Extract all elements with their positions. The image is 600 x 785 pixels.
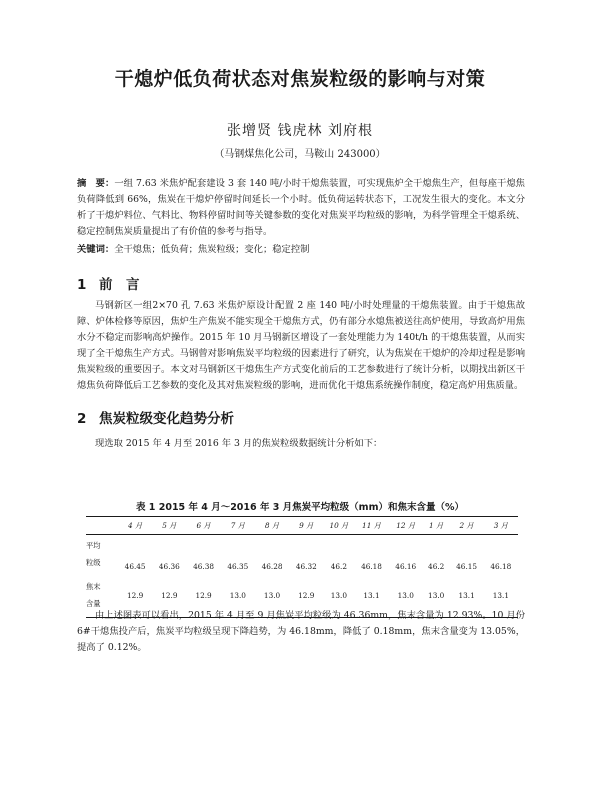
month-header: 11 月 bbox=[354, 517, 388, 535]
table-cell: 46.18 bbox=[490, 562, 512, 571]
month-header: 10 月 bbox=[323, 517, 354, 535]
table-cell: 13.0 bbox=[323, 573, 354, 618]
coke-size-table bbox=[86, 516, 518, 618]
abstract bbox=[77, 176, 525, 240]
month-header: 2 月 bbox=[449, 517, 483, 535]
table-cell: 46.45 bbox=[124, 562, 146, 571]
row-label-line: 含量 bbox=[86, 599, 101, 608]
section-1-number: 1 bbox=[77, 277, 87, 293]
section-1-heading bbox=[77, 273, 140, 293]
table-cell: 12.9 bbox=[152, 573, 186, 618]
table-cell: 13.0 bbox=[221, 573, 255, 618]
month-header: 5 月 bbox=[152, 517, 186, 535]
table-cell: 13.1 bbox=[354, 573, 388, 618]
row-label-line: 粒级 bbox=[86, 558, 101, 567]
table-cell: 46.15 bbox=[456, 562, 478, 571]
month-header: 4 月 bbox=[118, 517, 152, 535]
table-cell: 46.18 bbox=[361, 562, 382, 571]
month-header: 8 月 bbox=[255, 517, 289, 535]
month-header: 3 月 bbox=[484, 517, 518, 535]
abstract-text: 一组 7.63 米焦炉配套建设 3 套 140 吨/小时干熄焦装置，可实现焦炉全干熄焦生产，但每座干熄焦负荷降低到 66%，焦炭在干熄炉停留时间延长一个小时。低负荷运转状态下，工况发生很大的变化。本文分析了干熄炉料位、气料比、物料停留时间等关键参数的变化对焦炭平均粒级的影响，为科学管理全干熄系统、稳定控制焦炭质量提出了有价值的参考与指导。 bbox=[77, 178, 525, 237]
table-cell: 46.16 bbox=[395, 562, 417, 571]
paper-title: 干熄炉低负荷状态对焦炭粒级的影响与对策 bbox=[114, 68, 486, 90]
author-list: 张增贤 钱虎林 刘府根 bbox=[227, 123, 373, 139]
table-cell: 13.0 bbox=[389, 573, 423, 618]
keywords-label: 关键词： bbox=[77, 244, 115, 255]
table-cell: 13.1 bbox=[449, 573, 483, 618]
table-cell: 46.2 bbox=[330, 562, 348, 571]
author-affiliation: （马钢煤焦化公司，马鞍山 243000） bbox=[214, 149, 386, 160]
month-header: 1 月 bbox=[423, 517, 450, 535]
section-1-body: 马钢新区一组2×70 孔 7.63 米焦炉原设计配置 2 座 140 吨/小时处理量的干熄焦装置。由于干熄焦故障、炉体检修等原因，焦炉生产焦炭不能实现全干熄焦方式，仍有部分水熄焦被送往高炉使用，导致高炉用焦水分不稳定而影响高炉操作。2015 年 10 月马钢新区增设了一套处理能力为 140t/h 的干熄焦装置，从而实现了全干熄焦生产方式。马钢曾对影响焦炭平均粒级的因素进行了研究，认为焦炭在干熄炉的冷却过程是影响焦炭粒级的重要因子。本文对马钢新区干熄焦生产方式变化前后的工艺参数进行了统计分析，以期找出新区干熄焦负荷降低后工艺参数的变化及其对焦炭粒级的影响，进而优化干熄焦系统操作制度，稳定高炉用焦质量。 bbox=[77, 300, 525, 391]
table-row bbox=[86, 535, 518, 574]
table-cell: 12.9 bbox=[289, 573, 323, 618]
row-label bbox=[86, 535, 118, 574]
table-corner-cell bbox=[86, 517, 118, 535]
table-cell: 13.0 bbox=[255, 573, 289, 618]
keywords bbox=[77, 242, 525, 258]
table-cell: 46.2 bbox=[428, 562, 445, 571]
table-cell: 13.0 bbox=[423, 573, 450, 618]
table-cell: 46.32 bbox=[295, 562, 317, 571]
table-cell: 46.38 bbox=[193, 562, 215, 571]
month-header: 6 月 bbox=[186, 517, 220, 535]
section-2-heading bbox=[77, 407, 234, 427]
table-cell: 46.28 bbox=[261, 562, 283, 571]
section-1-title: 前 言 bbox=[99, 277, 140, 293]
section-2-number: 2 bbox=[77, 411, 87, 427]
table-caption: 表 1 2015 年 4 月～2016 年 3 月焦炭平均粒级（mm）和焦末含量（%） bbox=[136, 502, 464, 513]
table-cell: 12.9 bbox=[118, 573, 152, 618]
section-2-title: 焦炭粒级变化趋势分析 bbox=[99, 411, 234, 427]
month-header: 12 月 bbox=[389, 517, 423, 535]
month-header: 7 月 bbox=[221, 517, 255, 535]
section-2-intro: 现选取 2015 年 4 月至 2016 年 3 月的焦炭粒级数据统计分析如下： bbox=[95, 438, 383, 449]
row-label-line: 平均 bbox=[86, 541, 101, 550]
table-cell: 13.1 bbox=[484, 573, 518, 618]
row-label-line: 焦末 bbox=[86, 582, 101, 591]
table-cell: 46.36 bbox=[158, 562, 180, 571]
table-cell: 46.35 bbox=[227, 562, 249, 571]
keywords-text: 全干熄焦；低负荷；焦炭粒级；变化；稳定控制 bbox=[114, 244, 310, 255]
abstract-label: 摘 要： bbox=[77, 178, 115, 189]
month-header: 9 月 bbox=[289, 517, 323, 535]
table-cell: 12.9 bbox=[186, 573, 220, 618]
analysis-paragraph: 由上述图表可以看出，2015 年 4 月至 9 月焦炭平均粒级为 46.36mm，焦末含量为 12.93%。10 月份 6#干熄焦投产后，焦炭平均粒级呈现下降趋势，为 46.18mm，降低了 0.18mm，焦末含量变为 13.05%，提高了 0.12%。 bbox=[77, 610, 525, 653]
table-header-row bbox=[86, 517, 518, 535]
